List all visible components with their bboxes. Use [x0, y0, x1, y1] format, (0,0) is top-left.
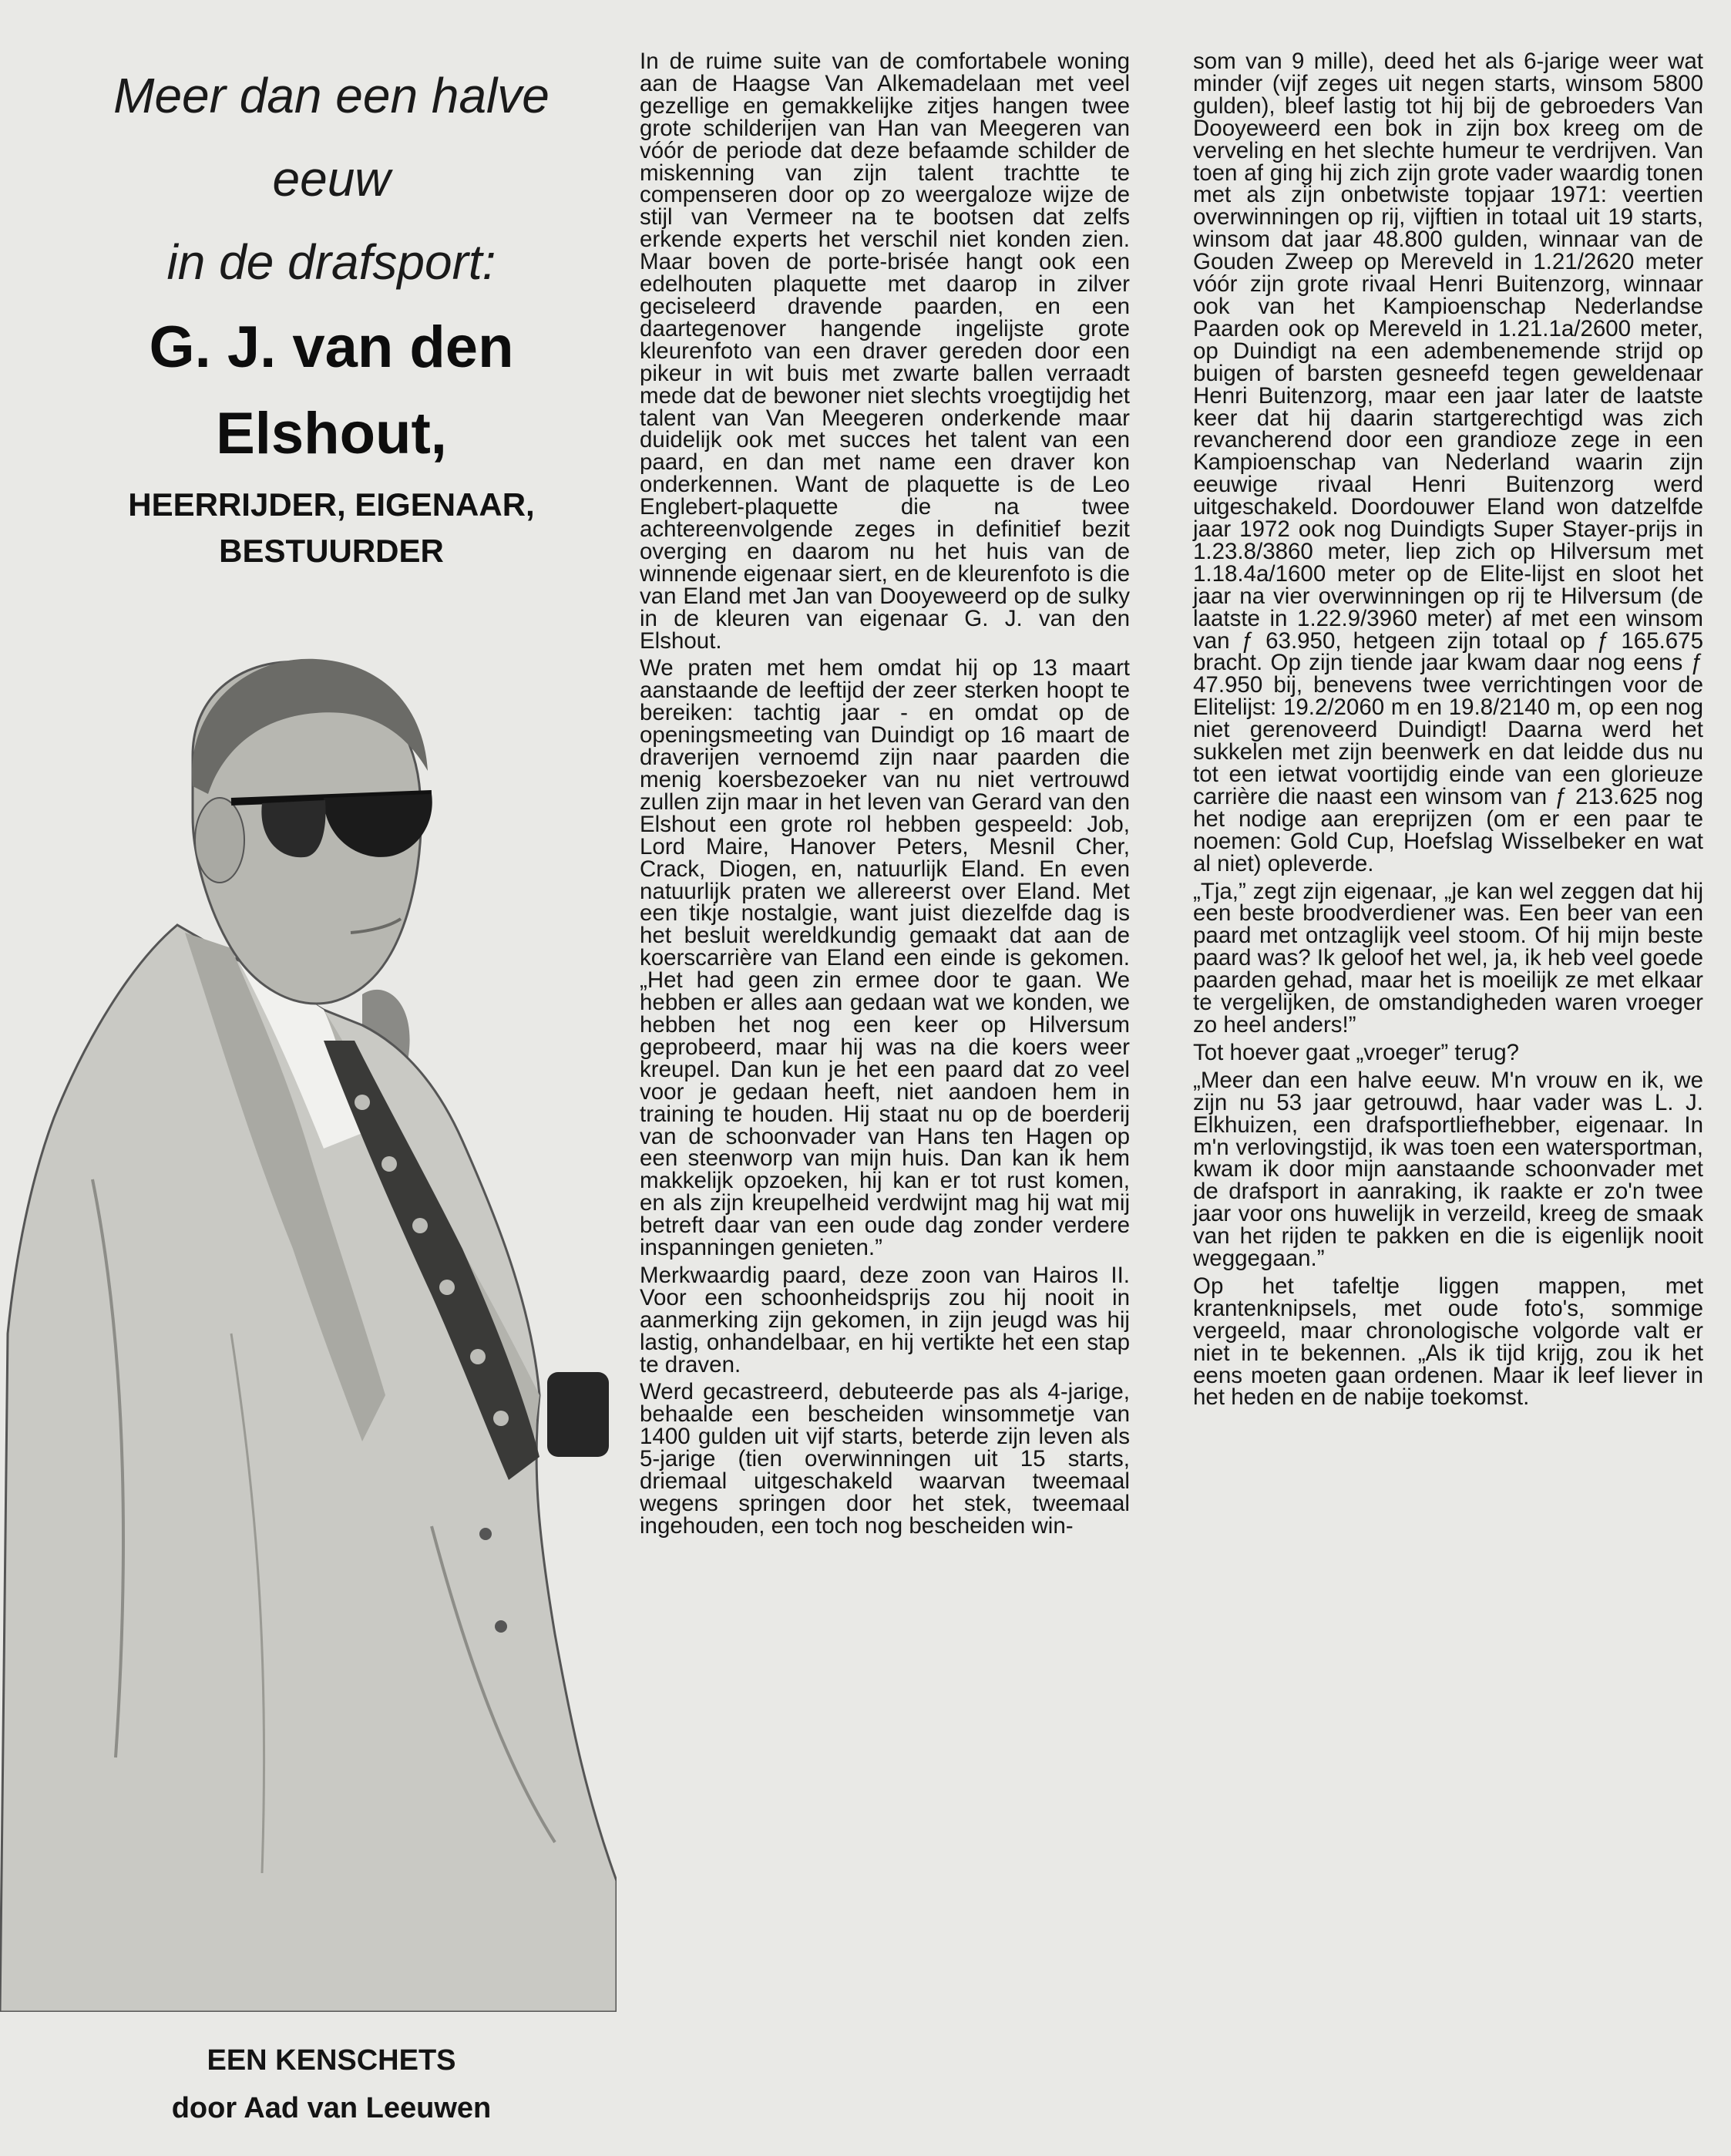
article-column-2: [1193, 51, 1703, 1414]
portrait-photo: [0, 640, 617, 2012]
paragraph: We praten met hem omdat hij op 13 maart aanstaande de leeftijd der zeer sterken hoopt te bereiken: tachtig jaar - en omdat op de openingsmeeting van Duindigt op 16 maart de draverijen vernoemd zijn naar paarden die menig koersbezoeker van nu niet vertrouwd zullen zijn maar in het leven van Gerard van den Elshout een grote rol hebben gespeeld: Job, Lord Maire, Hanover Peters, Mesnil Cher, Crack, Diogen, en, natuurlijk Eland. En even natuurlijk praten we allereerst over Eland. Met een tikje nostalgie, want juist diezelfde dag is het besluit wereldkundig gemaakt dat aan de koerscarrière van Eland een einde is gekomen. „Het had geen zin ermee door te gaan. We hebben er alles aan gedaan wat we konden, we hebben het nog een keer op Hilversum geprobeerd, maar hij was na die koers weer kreupel. Dan kun je het een paard dat zo veel voor je gedaan heeft, niet aandoen hem in training te houden. Hij staat nu op de boerderij van de schoonvader van Hans ten Hagen op een steenworp van mijn huis. Dan kan ik hem makkelijk opzoeken, hij kan er tot rust komen, en als zijn kreupelheid verdwijnt mag hij wat mij betreft daar van een oude dag zonder verdere inspanningen genieten.”: [640, 655, 1130, 1261]
headline: [54, 304, 609, 477]
portrait-illustration: [0, 640, 617, 2012]
byline-label: EEN KENSCHETS: [207, 2044, 456, 2077]
headline-line: G. J. van den: [149, 314, 514, 380]
kicker-line: in de drafsport:: [166, 234, 496, 290]
byline-author: door Aad van Leeuwen: [171, 2092, 492, 2124]
paragraph: som van 9 mille), deed het als 6-jarige weer wat minder (vijf zeges uit negen starts, winsom 5800 gulden), bleef lastig tot hij bij de gebroeders Van Dooyeweerd een bok in zijn box kreeg om de verveling en het slechte humeur te verdrijven. Van toen af ging hij zich zijn grote vader waardig tonen met als zijn onbetwiste topjaar 1971: veertien overwinningen op rij, vijftien in totaal uit 19 starts, winsom dat jaar 48.800 gulden, winnaar van de Gouden Zweep op Mereveld in 1.21/2620 meter vóór zijn grote rivaal Henri Buitenzorg, winnaar ook van het Kampioenschap Nederlandse Paarden ook op Mereveld in 1.21.1a/2600 meter, op Duindigt na een adembenemende strijd op buigen of barsten gesneefd tegen geweldenaar Henri Buitenzorg, maar een jaar later de laatste keer dat hij daarin startgerechtigd was zich revancherend door een grandioze zege in een Kampioenschap van Nederland waarin zijn eeuwige rivaal Henri Buitenzorg werd uitgeschakeld. Doordouwer Eland won datzelfde jaar 1972 ook nog Duindigts Super Stayer-prijs in 1.23.8/3860 meter, liep zich op Hilversum met 1.18.4a/1600 meter op de Elite-lijst en sloot het jaar na vier overwinningen op rij te Hilversum (de laatste in 1.22.9/3960 meter) af met een winsom van ƒ 63.950, hetgeen zijn totaal op ƒ 165.675 bracht. Op zijn tiende jaar kwam daar nog eens ƒ 47.950 bij, benevens twee verrichtingen voor de Elitelijst: 19.2/2060 m en 19.8/2140 m, op een nog niet gerenoveerd Duindigt! Daarna werd het sukkelen met zijn beenwerk en dat leidde dus nu tot een ietwat voortijdig einde van een glorieuze carrière die naast een winsom van ƒ 213.625 nog het nodige aan ereprijzen (om er een paar te noemen: Gold Cup, Hoefslag Wisselbeker en wat al niet) opleverde.: [1193, 49, 1703, 876]
subhead-line: BESTUURDER: [219, 533, 444, 569]
kicker-line: Meer dan een halve: [113, 68, 550, 123]
paragraph: „Meer dan een halve eeuw. M'n vrouw en ik, we zijn nu 53 jaar getrouwd, haar vader was L. J. Elkhuizen, een drafsportliefhebber, eigenaar. In m'n verlovingstijd, ik was toen een watersportman, kwam ik door mijn aanstaande schoonvader met de drafsport in aanraking, ik raakte er zo'n twee jaar voor ons huwelijk in verzeild, kreeg de smaak van het rijden te pakken en die is eigenlijk nooit weggegaan.”: [1193, 1067, 1703, 1272]
kicker-title: [54, 54, 609, 304]
paragraph: Werd gecastreerd, debuteerde pas als 4-jarige, behaalde een bescheiden winsommetje van 1400 gulden uit vijf starts, beterde zijn leven als 5-jarige (tien overwinningen uit 15 starts, driemaal uitgeschakeld waarvan tweemaal wegens springen door het stek, tweemaal ingehouden, een toch nog bescheiden win-: [640, 1379, 1130, 1539]
subhead-line: HEERRIJDER, EIGENAAR,: [128, 486, 535, 523]
headline-line: Elshout,: [216, 401, 447, 466]
paragraph: Op het tafeltje liggen mappen, met krantenknipsels, met oude foto's, sommige vergeeld, maar chronologische volgorde valt er niet in te bekennen. „Als ik tijd krijg, zou ik het eens moeten gaan ordenen. Maar ik leef liever in het heden en de nabije toekomst.: [1193, 1273, 1703, 1411]
byline: [54, 2037, 609, 2132]
article-column-1: [640, 51, 1130, 1543]
paragraph: Tot hoever gaat „vroeger” terug?: [1193, 1039, 1520, 1065]
paragraph: In de ruime suite van de comfortabele woning aan de Haagse Van Alkemadelaan met veel gezellige en gemakkelijke zitjes hangen twee grote schilderijen van Han van Meegeren van vóór de periode dat deze befaamde schilder de miskenning van zijn talent trachtte te compenseren door op zo weergaloze wijze de stijl van Vermeer na te bootsen dat zelfs erkende experts het verschil niet konden zien. Maar boven de porte-brisée hangt ook een edelhouten plaquette met daarop in zilver geciseleerd dravende paarden, en een daartegenover hangende ingelijste grote kleurenfoto van een draver gereden door een pikeur in wit buis met zwarte ballen verraadt mede dat de bewoner niet slechts vroegtijdig het talent van Van Meegeren onderkende maar duidelijk ook met succes het talent van een paard, en dan met name een draver kon onderkennen. Want de plaquette is de Leo Englebert-plaquette die na twee achtereenvolgende zeges in definitief bezit overging en daarom nu het huis van de winnende eigenaar siert, en de kleurenfoto is die van Eland met Jan van Dooyeweerd op de sulky in de kleuren van eigenaar G. J. van den Elshout.: [640, 49, 1130, 654]
subheadline: [54, 482, 609, 574]
paragraph: „Tja,” zegt zijn eigenaar, „je kan wel zeggen dat hij een beste broodverdiener was. Een beer van een paard met ontzaglijk veel stoom. Of hij mijn beste paard was? Ik geloof het wel, ja, ik heb veel goede paarden gehad, maar het is moeilijk ze met elkaar te vergelijken, de omstandigheden waren vroeger zo heel anders!”: [1193, 878, 1703, 1038]
kicker-line: eeuw: [272, 151, 391, 207]
paragraph: Merkwaardig paard, deze zoon van Hairos II. Voor een schoonheidsprijs zou hij nooit in aanmerking zijn gekomen, in zijn jeugd was hij lastig, onhandelbaar, en hij vertikte het een stap te draven.: [640, 1262, 1130, 1377]
